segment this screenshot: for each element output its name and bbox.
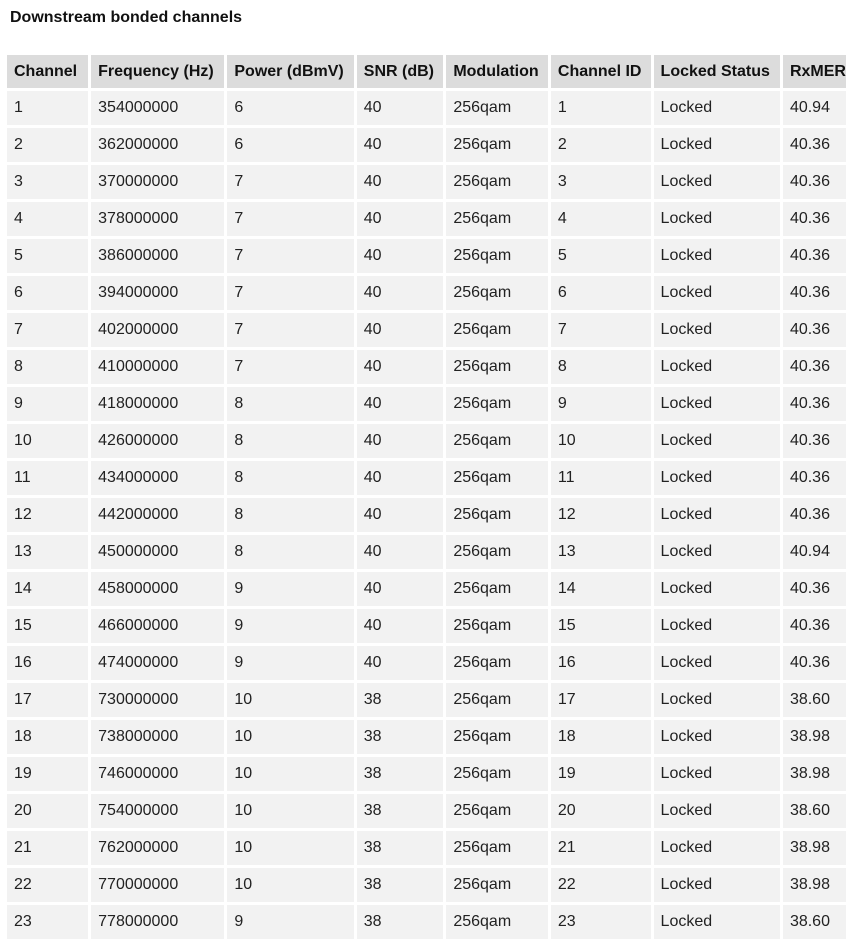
cell-channel: 10 [7, 424, 88, 458]
cell-channel-id: 6 [551, 276, 651, 310]
table-row [7, 905, 846, 939]
cell-power: 10 [227, 794, 353, 828]
table-row [7, 91, 846, 125]
cell-locked-status: Locked [654, 202, 780, 236]
cell-channel-id: 11 [551, 461, 651, 495]
cell-channel: 6 [7, 276, 88, 310]
cell-channel-id: 22 [551, 868, 651, 902]
column-header-channel-id: Channel ID [551, 55, 651, 88]
downstream-channels-table [4, 52, 849, 942]
cell-modulation: 256qam [446, 720, 548, 754]
cell-locked-status: Locked [654, 350, 780, 384]
cell-locked-status: Locked [654, 646, 780, 680]
cell-channel-id: 17 [551, 683, 651, 717]
column-header-snr: SNR (dB) [357, 55, 444, 88]
cell-snr: 40 [357, 202, 444, 236]
table-row [7, 313, 846, 347]
cell-channel-id: 18 [551, 720, 651, 754]
cell-rxmer: 40.36 [783, 646, 846, 680]
table-row [7, 276, 846, 310]
cell-modulation: 256qam [446, 535, 548, 569]
cell-modulation: 256qam [446, 868, 548, 902]
cell-frequency: 450000000 [91, 535, 224, 569]
table-row [7, 646, 846, 680]
cell-snr: 38 [357, 905, 444, 939]
cell-power: 9 [227, 905, 353, 939]
cell-snr: 40 [357, 535, 444, 569]
table-row [7, 387, 846, 421]
cell-channel-id: 7 [551, 313, 651, 347]
cell-frequency: 762000000 [91, 831, 224, 865]
cell-channel: 3 [7, 165, 88, 199]
cell-channel-id: 9 [551, 387, 651, 421]
cell-channel-id: 2 [551, 128, 651, 162]
cell-channel-id: 4 [551, 202, 651, 236]
cell-channel: 7 [7, 313, 88, 347]
cell-power: 7 [227, 276, 353, 310]
cell-locked-status: Locked [654, 868, 780, 902]
column-header-frequency: Frequency (Hz) [91, 55, 224, 88]
cell-rxmer: 40.36 [783, 498, 846, 532]
cell-rxmer: 40.94 [783, 91, 846, 125]
cell-modulation: 256qam [446, 757, 548, 791]
cell-channel-id: 16 [551, 646, 651, 680]
cell-rxmer: 40.36 [783, 424, 846, 458]
cell-snr: 40 [357, 313, 444, 347]
table-row [7, 868, 846, 902]
cell-power: 6 [227, 128, 353, 162]
cell-frequency: 458000000 [91, 572, 224, 606]
cell-snr: 38 [357, 794, 444, 828]
cell-snr: 38 [357, 720, 444, 754]
cell-frequency: 474000000 [91, 646, 224, 680]
cell-channel-id: 21 [551, 831, 651, 865]
cell-snr: 40 [357, 646, 444, 680]
cell-power: 7 [227, 202, 353, 236]
cell-modulation: 256qam [446, 831, 548, 865]
cell-frequency: 386000000 [91, 239, 224, 273]
cell-channel-id: 15 [551, 609, 651, 643]
cell-snr: 40 [357, 609, 444, 643]
cell-snr: 40 [357, 239, 444, 273]
cell-locked-status: Locked [654, 313, 780, 347]
cell-modulation: 256qam [446, 905, 548, 939]
cell-channel: 17 [7, 683, 88, 717]
cell-channel-id: 12 [551, 498, 651, 532]
cell-channel-id: 19 [551, 757, 651, 791]
cell-modulation: 256qam [446, 239, 548, 273]
cell-frequency: 410000000 [91, 350, 224, 384]
cell-locked-status: Locked [654, 165, 780, 199]
cell-snr: 40 [357, 276, 444, 310]
cell-modulation: 256qam [446, 498, 548, 532]
table-row [7, 535, 846, 569]
cell-frequency: 770000000 [91, 868, 224, 902]
cell-locked-status: Locked [654, 387, 780, 421]
cell-modulation: 256qam [446, 424, 548, 458]
cell-channel-id: 8 [551, 350, 651, 384]
cell-snr: 38 [357, 831, 444, 865]
table-body [7, 91, 846, 939]
cell-locked-status: Locked [654, 276, 780, 310]
table-row [7, 239, 846, 273]
cell-snr: 40 [357, 165, 444, 199]
cell-rxmer: 40.36 [783, 387, 846, 421]
cell-modulation: 256qam [446, 387, 548, 421]
cell-rxmer: 38.98 [783, 720, 846, 754]
cell-frequency: 402000000 [91, 313, 224, 347]
table-row [7, 609, 846, 643]
cell-locked-status: Locked [654, 535, 780, 569]
cell-modulation: 256qam [446, 276, 548, 310]
cell-rxmer: 40.94 [783, 535, 846, 569]
cell-frequency: 378000000 [91, 202, 224, 236]
cell-locked-status: Locked [654, 757, 780, 791]
cell-rxmer: 40.36 [783, 313, 846, 347]
column-header-modulation: Modulation [446, 55, 548, 88]
cell-locked-status: Locked [654, 572, 780, 606]
cell-modulation: 256qam [446, 91, 548, 125]
cell-locked-status: Locked [654, 91, 780, 125]
cell-snr: 40 [357, 387, 444, 421]
cell-channel: 11 [7, 461, 88, 495]
cell-locked-status: Locked [654, 905, 780, 939]
cell-snr: 38 [357, 683, 444, 717]
cell-channel: 15 [7, 609, 88, 643]
cell-power: 7 [227, 350, 353, 384]
cell-power: 6 [227, 91, 353, 125]
cell-locked-status: Locked [654, 239, 780, 273]
cell-channel: 2 [7, 128, 88, 162]
cell-rxmer: 38.98 [783, 831, 846, 865]
cell-snr: 40 [357, 424, 444, 458]
cell-snr: 40 [357, 350, 444, 384]
cell-modulation: 256qam [446, 313, 548, 347]
cell-modulation: 256qam [446, 350, 548, 384]
cell-power: 8 [227, 387, 353, 421]
cell-power: 10 [227, 720, 353, 754]
column-header-power: Power (dBmV) [227, 55, 353, 88]
cell-channel: 21 [7, 831, 88, 865]
cell-locked-status: Locked [654, 683, 780, 717]
cell-power: 7 [227, 313, 353, 347]
table-row [7, 683, 846, 717]
table-row [7, 461, 846, 495]
cell-power: 10 [227, 831, 353, 865]
cell-frequency: 466000000 [91, 609, 224, 643]
table-row [7, 572, 846, 606]
cell-power: 10 [227, 868, 353, 902]
page-title: Downstream bonded channels [10, 9, 243, 26]
cell-power: 8 [227, 461, 353, 495]
table-row [7, 498, 846, 532]
cell-channel: 16 [7, 646, 88, 680]
cell-snr: 40 [357, 572, 444, 606]
cell-rxmer: 38.98 [783, 757, 846, 791]
cell-frequency: 394000000 [91, 276, 224, 310]
cell-channel: 4 [7, 202, 88, 236]
cell-power: 10 [227, 757, 353, 791]
cell-rxmer: 38.60 [783, 683, 846, 717]
table-row [7, 350, 846, 384]
cell-modulation: 256qam [446, 572, 548, 606]
column-header-locked-status: Locked Status [654, 55, 780, 88]
cell-modulation: 256qam [446, 461, 548, 495]
cell-channel-id: 1 [551, 91, 651, 125]
table-row [7, 831, 846, 865]
cell-modulation: 256qam [446, 128, 548, 162]
cell-channel: 9 [7, 387, 88, 421]
table-row [7, 202, 846, 236]
cell-locked-status: Locked [654, 831, 780, 865]
cell-power: 8 [227, 424, 353, 458]
cell-locked-status: Locked [654, 424, 780, 458]
cell-locked-status: Locked [654, 609, 780, 643]
cell-frequency: 730000000 [91, 683, 224, 717]
cell-channel-id: 5 [551, 239, 651, 273]
cell-rxmer: 40.36 [783, 239, 846, 273]
cell-rxmer: 40.36 [783, 572, 846, 606]
cell-snr: 40 [357, 498, 444, 532]
cell-frequency: 738000000 [91, 720, 224, 754]
cell-rxmer: 40.36 [783, 202, 846, 236]
cell-rxmer: 38.60 [783, 905, 846, 939]
cell-power: 9 [227, 646, 353, 680]
cell-channel: 8 [7, 350, 88, 384]
cell-locked-status: Locked [654, 128, 780, 162]
header-row [7, 55, 846, 88]
cell-frequency: 746000000 [91, 757, 224, 791]
table-row [7, 128, 846, 162]
cell-power: 9 [227, 572, 353, 606]
cell-power: 9 [227, 609, 353, 643]
cell-channel: 18 [7, 720, 88, 754]
cell-power: 8 [227, 535, 353, 569]
table-row [7, 757, 846, 791]
cell-snr: 40 [357, 128, 444, 162]
cell-power: 7 [227, 239, 353, 273]
cell-modulation: 256qam [446, 202, 548, 236]
cell-modulation: 256qam [446, 165, 548, 199]
cell-snr: 38 [357, 868, 444, 902]
cell-locked-status: Locked [654, 720, 780, 754]
cell-snr: 40 [357, 461, 444, 495]
cell-channel: 13 [7, 535, 88, 569]
cell-frequency: 370000000 [91, 165, 224, 199]
table-row [7, 720, 846, 754]
cell-channel-id: 13 [551, 535, 651, 569]
cell-channel: 22 [7, 868, 88, 902]
cell-power: 8 [227, 498, 353, 532]
cell-channel-id: 10 [551, 424, 651, 458]
cell-modulation: 256qam [446, 683, 548, 717]
cell-frequency: 778000000 [91, 905, 224, 939]
cell-power: 10 [227, 683, 353, 717]
cell-locked-status: Locked [654, 498, 780, 532]
table-row [7, 165, 846, 199]
cell-rxmer: 40.36 [783, 128, 846, 162]
cell-channel: 19 [7, 757, 88, 791]
cell-channel: 1 [7, 91, 88, 125]
cell-modulation: 256qam [446, 794, 548, 828]
cell-rxmer: 40.36 [783, 350, 846, 384]
cell-channel-id: 14 [551, 572, 651, 606]
cell-channel: 12 [7, 498, 88, 532]
cell-power: 7 [227, 165, 353, 199]
cell-channel: 14 [7, 572, 88, 606]
cell-frequency: 362000000 [91, 128, 224, 162]
cell-modulation: 256qam [446, 646, 548, 680]
cell-rxmer: 40.36 [783, 276, 846, 310]
cell-frequency: 442000000 [91, 498, 224, 532]
cell-rxmer: 38.98 [783, 868, 846, 902]
cell-frequency: 754000000 [91, 794, 224, 828]
cell-rxmer: 40.36 [783, 609, 846, 643]
cell-modulation: 256qam [446, 609, 548, 643]
cell-frequency: 426000000 [91, 424, 224, 458]
cell-locked-status: Locked [654, 461, 780, 495]
cell-frequency: 354000000 [91, 91, 224, 125]
cell-rxmer: 40.36 [783, 461, 846, 495]
cell-channel: 20 [7, 794, 88, 828]
column-header-rxmer: RxMER [783, 55, 846, 88]
table-row [7, 794, 846, 828]
table-row [7, 424, 846, 458]
cell-channel: 5 [7, 239, 88, 273]
cell-rxmer: 38.60 [783, 794, 846, 828]
cell-frequency: 418000000 [91, 387, 224, 421]
cell-locked-status: Locked [654, 794, 780, 828]
cell-channel-id: 20 [551, 794, 651, 828]
cell-channel-id: 3 [551, 165, 651, 199]
column-header-channel: Channel [7, 55, 88, 88]
cell-rxmer: 40.36 [783, 165, 846, 199]
cell-snr: 40 [357, 91, 444, 125]
cell-channel: 23 [7, 905, 88, 939]
cell-frequency: 434000000 [91, 461, 224, 495]
cell-snr: 38 [357, 757, 444, 791]
table-container [4, 52, 849, 942]
table-header [7, 55, 846, 88]
cell-channel-id: 23 [551, 905, 651, 939]
